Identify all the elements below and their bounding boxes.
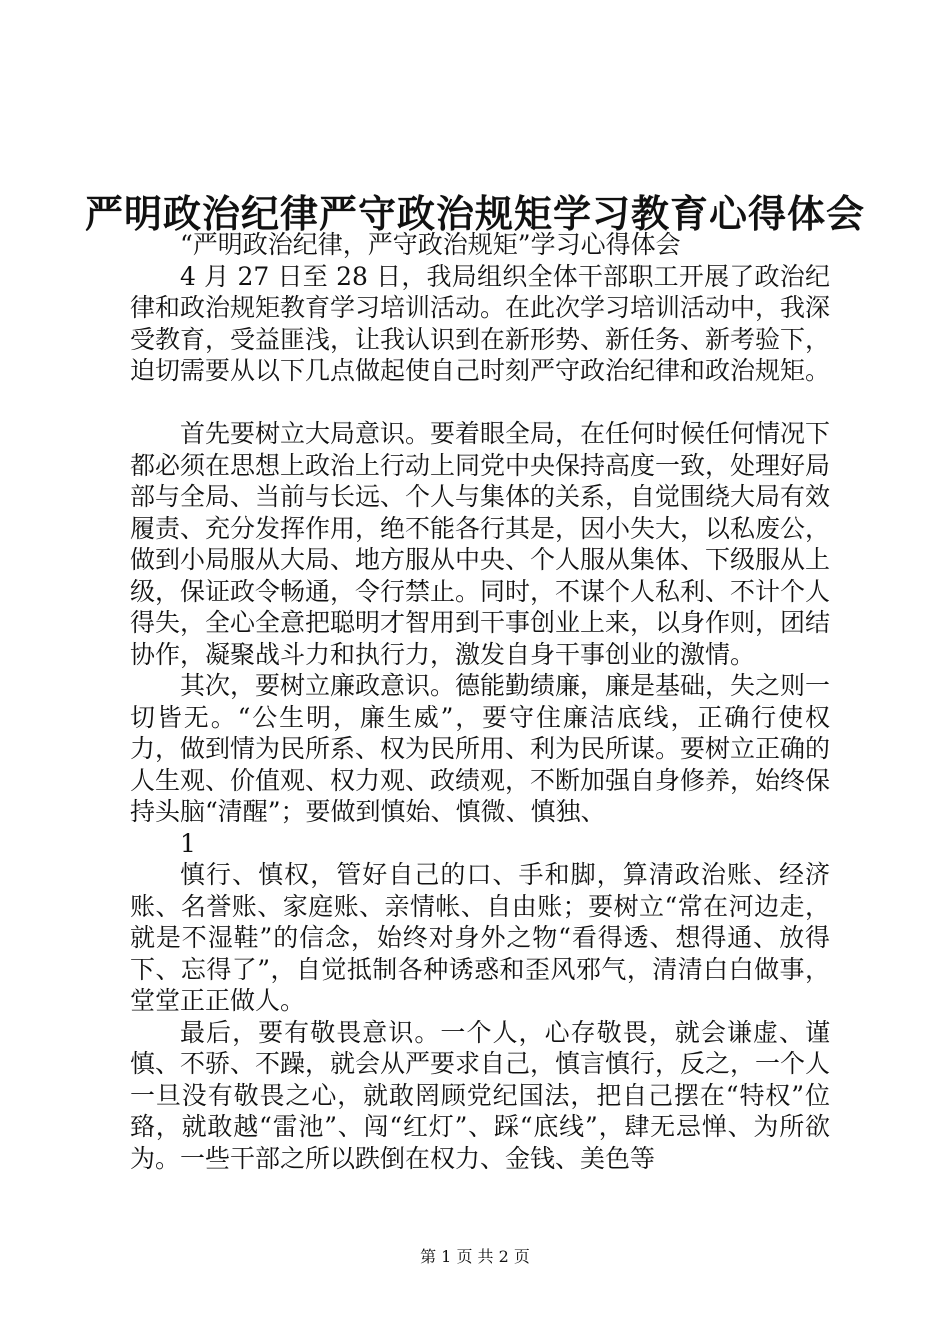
document-subtitle: “严明政治纪律，严守政治规矩”学习心得体会 xyxy=(180,230,681,259)
paragraph-third-point: 最后，要有敬畏意识。一个人，心存敬畏，就会谦虚、谨慎、不骄、不躁，就会从严要求自己，慎言慎行，反之，一个人一旦没有敬畏之心，就敢罔顾党纪国法，把自己摆在“特权”位臵，就敢越“雷池”、闯“红灯”、踩“底线”，肆无忌惮、为所欲为。一些干部之所以跌倒在权力、金钱、美色等 xyxy=(130,1017,831,1173)
paragraph-second-point: 其次，要树立廉政意识。德能勤绩廉，廉是基础，失之则一切皆无。“公生明，廉生威”，要守住廉洁底线，正确行使权力，做到情为民所系、权为民所用、利为民所谋。要树立正确的人生观、价值观、权力观、政绩观，不断加强自身修养，始终保持头脑“清醒”；要做到慎始、慎微、慎独、 xyxy=(130,671,831,826)
paragraph-intro: 4 月 27 日至 28 日，我局组织全体干部职工开展了政治纪律和政治规矩教育学习培训活动。在此次学习培训活动中，我深受教育，受益匪浅，让我认识到在新形势、新任务、新考验下，迫切需要从以下几点做起使自己时刻严守政治纪律和政治规矩。 xyxy=(130,261,831,385)
document-body xyxy=(130,229,830,1174)
inline-page-number: 1 xyxy=(180,828,196,858)
paragraph-first-point: 首先要树立大局意识。要着眼全局，在任何时候任何情况下都必须在思想上政治上行动上同党中央保持高度一致，处理好局部与全局、当前与长远、个人与集体的关系，自觉围绕大局有效履责、充分发挥作用，绝不能各行其是，因小失大，以私废公，做到小局服从大局、地方服从中央、个人服从集体、下级服从上级，保证政令畅通，令行禁止。同时，不谋个人私利、不计个人得失，全心全意把聪明才智用到干事创业上来，以身作则，团结协作，凝聚战斗力和执行力，激发自身干事创业的激情。 xyxy=(130,419,831,669)
paragraph-second-point-continued: 慎行、慎权，管好自己的口、手和脚，算清政治账、经济账、名誉账、家庭账、亲情帐、自由账；要树立“常在河边走，就是不湿鞋”的信念，始终对身外之物“看得透、想得通、放得下、忘得了”，自觉抵制各种诱惑和歪风邪气，清清白白做事，堂堂正正做人。 xyxy=(130,860,830,1015)
document-title: 严明政治纪律严守政治规矩学习教育心得体会 xyxy=(84,192,865,236)
page-footer: 第 1 页 共 2 页 xyxy=(420,1247,530,1266)
